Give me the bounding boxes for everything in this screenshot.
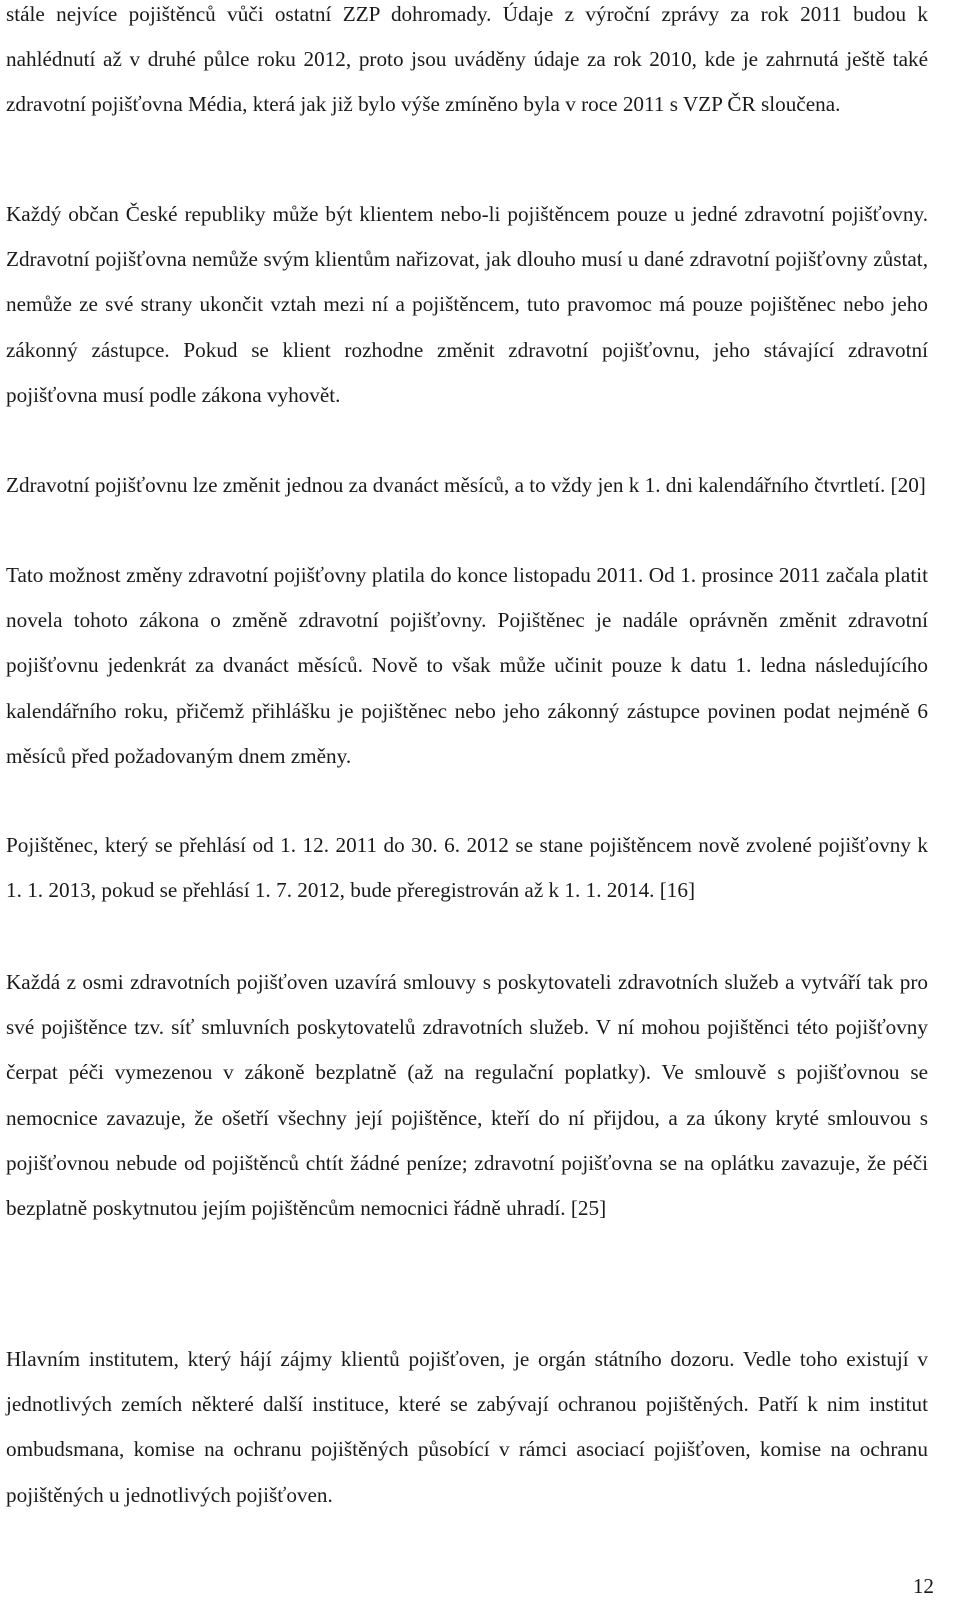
paragraph-provider-contracts: Každá z osmi zdravotních pojišťoven uzavírá smlouvy s poskytovateli zdravotních služeb a vytváří tak pro své pojištěnce tzv. síť smluvních poskytovatelů zdravotních služeb. V ní mohou pojištěnci této pojišťovny čerpat péči vymezenou v zákoně bezplatně (až na regulační poplatky). Ve smlouvě s pojišťovnou se nemocnice zavazuje, že ošetří všechny její pojištěnce, kteří do ní přijdou, a za úkony kryté smlouvou s pojišťovnou nebude od pojištěnců chtít žádné peníze; zdravotní pojišťovna se na oplátku zavazuje, že péči bezplatně poskytnutou jejím pojištěncům nemocnici řádně uhradí. [25] (6, 970, 928, 1221)
paragraph-one-insurer-rule: Každý občan České republiky může být klientem nebo-li pojištěncem pouze u jedné zdravotní pojišťovny. Zdravotní pojišťovna nemůže svým klientům nařizovat, jak dlouho musí u dané zdravotní pojišťovny zůstat, nemůže ze své strany ukončit vztah mezi ní a pojištěncem, tuto pravomoc má pouze pojištěnec nebo jeho zákonný zástupce. Pokud se klient rozhodne změnit zdravotní pojišťovnu, jeho stávající zdravotní pojišťovna musí podle zákona vyhovět. (6, 202, 928, 407)
paragraph-transfer-example: Pojištěnec, který se přehlásí od 1. 12. 2011 do 30. 6. 2012 se stane pojištěncem nově zvolené pojišťovny k 1. 1. 2013, pokud se přehlásí 1. 7. 2012, bude přeregistrován až k 1. 1. 2014. [16] (6, 833, 928, 903)
paragraph-insured-statistics: stále nejvíce pojištěnců vůči ostatní ZZP dohromady. Údaje z výroční zprávy za rok 2011 budou k nahlédnutí až v druhé půlce roku 2012, proto jsou uváděny údaje za rok 2010, kde je zahrnutá ještě také zdravotní pojišťovna Média, která jak již bylo výše zmíněno byla v roce 2011 s VZP ČR sloučena. (6, 2, 928, 117)
page-number: 12 (912, 1574, 934, 1598)
paragraph-client-protection: Hlavním institutem, který hájí zájmy klientů pojišťoven, je orgán státního dozoru. Vedle toho existují v jednotlivých zemích některé další instituce, které se zabývají ochranou pojištěných. Patří k nim institut ombudsmana, komise na ochranu pojištěných působící v rámci asociací pojišťoven, komise na ochranu pojištěných u jednotlivých pojišťoven. (6, 1347, 928, 1507)
paragraph-change-frequency: Zdravotní pojišťovnu lze změnit jednou za dvanáct měsíců, a to vždy jen k 1. dni kalendářního čtvrtletí. [20] (6, 473, 926, 497)
paragraph-amendment: Tato možnost změny zdravotní pojišťovny platila do konce listopadu 2011. Od 1. prosince 2011 začala platit novela tohoto zákona o změně zdravotní pojišťovny. Pojištěnec je nadále oprávněn změnit zdravotní pojišťovnu jedenkrát za dvanáct měsíců. Nově to však může učinit pouze k datu 1. ledna následujícího kalendářního roku, přičemž přihlášku je pojištěnec nebo jeho zákonný zástupce povinen podat nejméně 6 měsíců před požadovaným dnem změny. (6, 563, 928, 768)
